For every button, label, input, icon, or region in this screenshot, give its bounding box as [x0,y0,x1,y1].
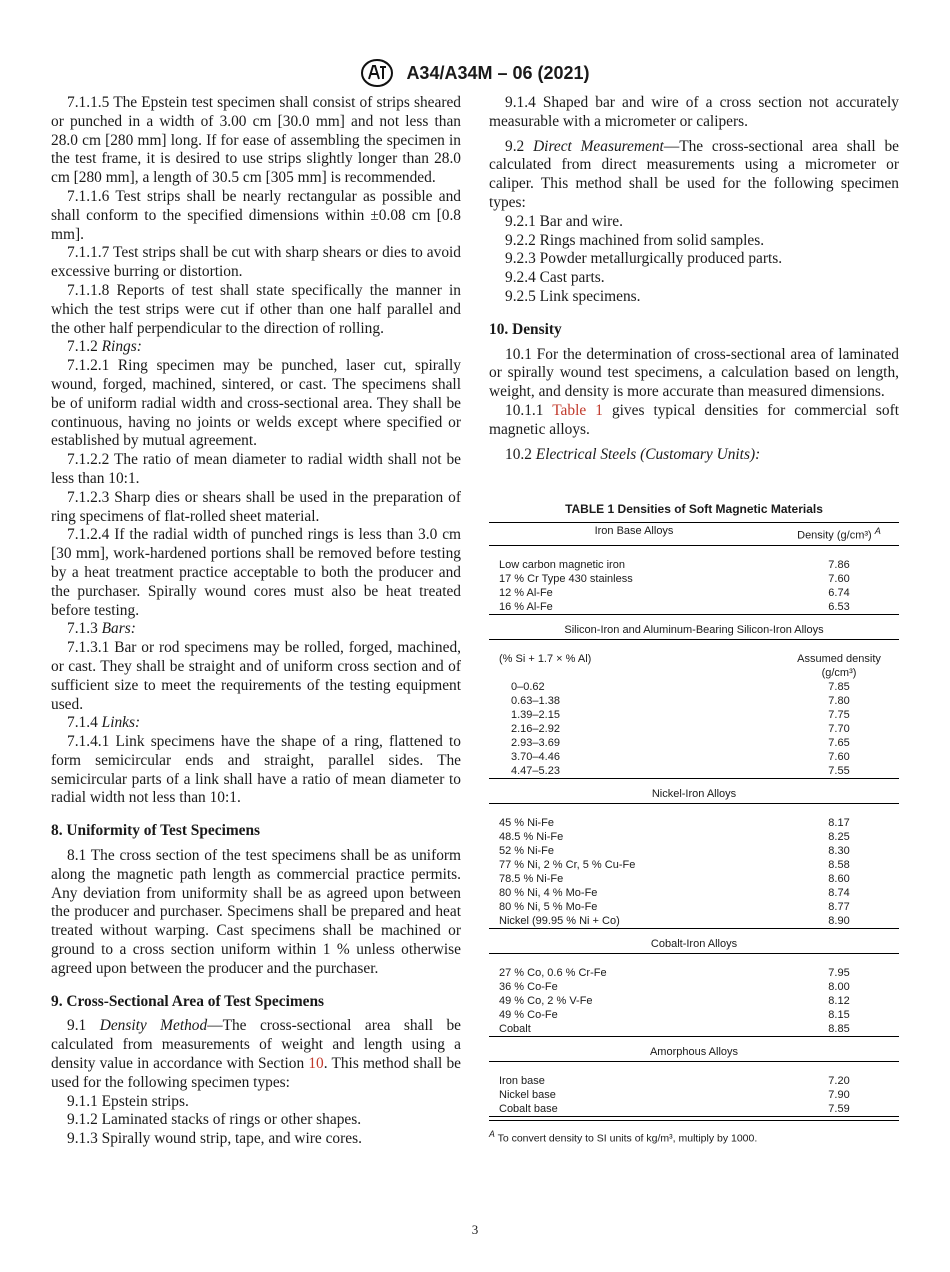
table-row [489,1088,899,1102]
list-item: 9.1.2 Laminated stacks of rings or other shapes. [67,1111,362,1129]
paragraph-text: 7.1.3.1 Bar or rod specimens may be rolled, forged, machined, or cast. They shall be straight and of uniform cross section and of sufficient size to meet the requirements of the testing equipment used. [51,639,461,713]
clause-number: 9.1 [67,1017,87,1035]
table-title: TABLE 1 Densities of Soft Magnetic Materials [565,502,823,517]
density-table-grid [489,522,899,1117]
table-row [489,1008,899,1022]
alloy-name: 80 % Ni, 4 % Mo-Fe [499,886,598,899]
paragraph-text: 7.1.1.5 The Epstein test specimen shall consist of strips sheared or punched in a width of 3.00 cm [30.0 mm] and not less than 28.0 cm [280 mm] long. If for ease of assembling the specimen in the test frame, it is desired to use strips slightly longer than 28.0 cm [280 mm], a length of 30.5 cm [305 mm] is recommended. [51,94,461,187]
paragraph [51,639,461,714]
list-item: 9.2.4 Cast parts. [505,269,605,287]
paragraph [51,244,461,282]
table-row [489,816,899,830]
density-value: 8.90 [779,914,899,929]
clause-title: Rings: [101,338,142,356]
alloy-range: 4.47–5.23 [489,764,779,779]
table-row [489,1074,899,1088]
alloy-name: 17 % Cr Type 430 stainless [499,572,633,585]
column-header: Density (g/cm³) $^A$ [779,523,899,546]
list-item: 9.2.1 Bar and wire. [505,212,623,230]
page-number: 3 [471,1222,479,1237]
paragraph-text: 7.1.2.3 Sharp dies or shears shall be used in the preparation of ring specimens of flat-rolled sheet material. [51,488,461,525]
cross-reference-link[interactable]: 10 [308,1055,324,1073]
density-value: 7.95 [828,966,850,979]
paragraph [51,847,461,979]
alloy-name: 78.5 % Ni-Fe [499,872,564,885]
paragraph [51,489,461,527]
alloy-name: 49 % Co-Fe [499,1008,558,1021]
subheader-label: Assumed density (g/cm³) [797,652,881,679]
table-section-row [489,1036,899,1061]
density-value: 8.85 [779,1022,899,1037]
table-row [489,886,899,900]
density-value: 7.70 [828,722,850,735]
clause-number: 7.1.3 [67,620,98,638]
table-row [489,586,899,600]
density-value: 7.90 [828,1088,850,1101]
table-row [489,900,899,914]
paragraph [489,94,899,132]
clause-title: Electrical Steels (Customary Units): [535,445,761,463]
density-value: 7.60 [828,572,850,585]
table-row [489,736,899,750]
alloy-name: Nickel (99.95 % Ni + Co) [489,914,779,929]
table-section-row [489,778,899,803]
density-value: 8.17 [828,816,850,829]
density-value: 7.55 [779,764,899,779]
list-item: 9.1.3 Spirally wound strip, tape, and wire cores. [67,1130,362,1148]
table-footnote: $^A$ To convert density to SI units of kg/m³, multiply by 1000. [489,1120,899,1148]
paragraph-text: 8.1 The cross section of the test specimens shall be as uniform along the magnetic path length as commercial practice permits. Any deviation from uniformity shall be as agreed upon between the producer and purchaser. Specimens shall be prepared and heat treated without warping. Cast specimens shall be machined or ground to a cross section uniform within 1 % unless otherwise agreed upon between the producer and the purchaser. [51,847,461,977]
density-value: 7.65 [828,736,850,749]
table-row [489,558,899,572]
paragraph [51,620,461,639]
alloy-name: 12 % Al-Fe [499,586,553,599]
paragraph-text: 7.1.4.1 Link specimens have the shape of a ring, flattened to form semicircular ends and straight, parallel sides. The semicircular parts of a link shall have a ratio of mean diameter to radial width not less than 10:1. [51,733,461,807]
paragraph [51,451,461,489]
list-item: 9.2.3 Powder metallurgically produced parts. [505,250,783,268]
left-column [51,94,461,1149]
alloy-name: 49 % Co, 2 % V-Fe [499,994,593,1007]
alloy-range: 1.39–2.15 [511,708,560,721]
paragraph [51,357,461,451]
alloy-name: 48.5 % Ni-Fe [499,830,564,843]
section-title: Nickel-Iron Alloys [489,778,899,803]
section-title: Cobalt-Iron Alloys [489,928,899,953]
density-table [489,500,899,1148]
table-row [489,980,899,994]
right-column [489,94,899,1148]
paragraph-text: . This method shall be used for the following specimen types: [51,1055,461,1091]
clause-title: Density Method [99,1017,208,1035]
density-value: 7.20 [828,1074,850,1087]
alloy-name: 27 % Co, 0.6 % Cr-Fe [499,966,607,979]
density-value: 8.77 [828,900,850,913]
table-section-row [489,614,899,639]
table-row [489,872,899,886]
density-value: 7.59 [779,1102,899,1117]
table-row [489,572,899,586]
paragraph-text: 7.1.1.7 Test strips shall be cut with sharp shears or dies to avoid excessive burring or distortion. [51,244,461,281]
alloy-name: Cobalt [489,1022,779,1037]
alloy-name: 77 % Ni, 2 % Cr, 5 % Cu-Fe [499,858,636,871]
table-row [489,600,899,615]
density-value: 8.30 [828,844,850,857]
paragraph [489,346,899,402]
paragraph [51,282,461,338]
table-row [489,750,899,764]
alloy-name: Cobalt base [489,1102,779,1117]
density-value: 7.80 [828,694,850,707]
density-value: 8.58 [828,858,850,871]
clause-number: 10.1.1 [505,401,544,419]
section-heading: 8. Uniformity of Test Specimens [51,822,261,840]
alloy-name: 36 % Co-Fe [499,980,558,993]
alloy-name: Low carbon magnetic iron [499,558,625,571]
density-value: 8.74 [828,886,850,899]
density-value: 7.60 [828,750,850,763]
section-heading: 9. Cross-Sectional Area of Test Specimens [51,992,325,1010]
alloy-name: 45 % Ni-Fe [499,816,555,829]
paragraph-text: 7.1.1.6 Test strips shall be nearly rectangular as possible and shall conform to the specified dimensions within ±0.08 cm [0.8 mm]. [51,187,461,243]
list-item: 9.1.1 Epstein strips. [67,1092,189,1110]
section-title: Silicon-Iron and Aluminum-Bearing Silicon-Iron Alloys [489,614,899,639]
alloy-name: 80 % Ni, 5 % Mo-Fe [499,900,598,913]
paragraph-text: gives typical densities for commercial soft magnetic alloys. [489,401,899,438]
paragraph [51,188,461,244]
paragraph [51,94,461,188]
paragraph [51,526,461,620]
density-value: 7.86 [828,558,850,571]
paragraph [51,714,461,733]
right-column-text [489,94,899,464]
table-row [489,764,899,779]
section-heading: 10. Density [489,320,562,338]
paragraph [489,446,899,465]
density-value: 8.12 [828,994,850,1007]
clause-number: 7.1.4 [67,714,98,732]
table-header-row [489,523,899,546]
astm-logo-icon [360,58,394,88]
clause-number: 7.1.2 [67,338,98,356]
alloy-range: 0–0.62 [511,680,545,693]
paragraph-text: 7.1.2.2 The ratio of mean diameter to radial width shall not be less than 10:1. [51,451,461,487]
density-value: 7.85 [828,680,850,693]
table-row [489,830,899,844]
alloy-name: 16 % Al-Fe [489,600,779,615]
subheader-label: (% Si + 1.7 × % Al) [499,652,592,665]
paragraph [489,138,899,213]
alloy-name: Nickel base [499,1088,556,1101]
table-row [489,1102,899,1117]
clause-title: Direct Measurement [533,137,664,155]
density-value: 7.75 [828,708,850,721]
clause-title: Bars: [101,620,136,638]
paragraph-text: —The cross-sectional area shall be calculated from direct measurements using a micrometer or caliper. This method shall be used for the following specimen types: [489,137,899,211]
clause-number: 9.2 [505,137,525,155]
table-section-row [489,928,899,953]
column-header: Iron Base Alloys [489,523,779,546]
paragraph [51,1017,461,1092]
density-value: 8.00 [828,980,850,993]
section-title: Amorphous Alloys [489,1036,899,1061]
paragraph [489,402,899,440]
paragraph-text: 7.1.1.8 Reports of test shall state specifically the manner in which the test strips were cut if other than one half parallel and the other half perpendicular to the direction of rolling. [51,281,461,337]
table-row [489,914,899,929]
table-row [489,694,899,708]
table-subheader-row [489,652,899,680]
paragraph-text: 10.1 For the determination of cross-sectional area of laminated or spirally wound test specimens, a calculation based on length, weight, and density is more accurate than measured dimensions. [489,345,899,401]
alloy-name: 52 % Ni-Fe [499,844,555,857]
table-row [489,994,899,1008]
table-row [489,858,899,872]
table-row [489,966,899,980]
table-row [489,722,899,736]
table-row [489,680,899,694]
density-value: 6.53 [779,600,899,615]
alloy-range: 2.93–3.69 [511,736,560,749]
paragraph-text: 7.1.2.1 Ring specimen may be punched, laser cut, spirally wound, forged, machined, sintered, or cast. The specimens shall be of uniform radial width and cross-sectional area. They shall be continuous, having no joints or welds except where specified or established by mutual agreement. [51,357,461,450]
density-value: 6.74 [828,586,850,599]
density-value: 8.25 [828,830,850,843]
paragraph-text: 9.1.4 Shaped bar and wire of a cross section not accurately measurable with a micrometer or calipers. [489,94,899,130]
density-value: 8.15 [828,1008,850,1021]
page-header [0,58,950,88]
alloy-name: Iron base [499,1074,545,1087]
document-id: A34/A34M – 06 (2021) [406,62,590,83]
table-row [489,708,899,722]
paragraph-text: —The cross-sectional area shall be calculated from measurements of weight and length using a density value in accordance with Section [51,1017,461,1073]
table-row [489,844,899,858]
alloy-range: 2.16–2.92 [511,722,560,735]
paragraph-text: 7.1.2.4 If the radial width of punched rings is less than 3.0 cm [30 mm], work-hardened portions shall be removed before testing by a heat treatment practice acceptable to both the producer and the purchaser. Spirally wound cores must also be heat treated before testing. [51,526,461,619]
list-item: 9.2.2 Rings machined from solid samples. [505,231,765,249]
alloy-range: 0.63–1.38 [511,694,560,707]
clause-number: 10.2 [505,445,532,463]
clause-title: Links: [101,714,141,732]
cross-reference-link[interactable]: Table 1 [552,401,603,419]
alloy-range: 3.70–4.46 [511,750,560,763]
paragraph [51,733,461,808]
table-row [489,1022,899,1037]
list-item: 9.2.5 Link specimens. [505,287,641,305]
density-value: 8.60 [828,872,850,885]
paragraph [51,338,461,357]
